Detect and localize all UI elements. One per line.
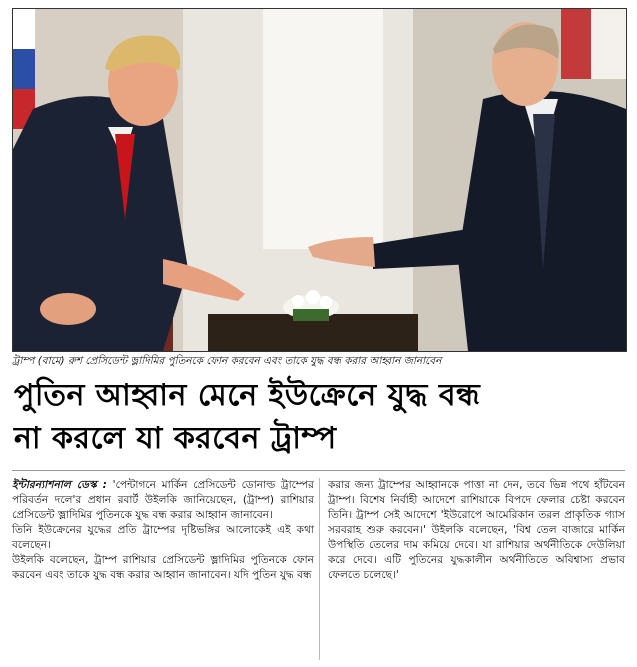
column-divider [319,478,320,660]
paragraph-text: 'পেন্টাগনে মার্কিন প্রেসিডেন্ট ডোনাল্ড ট্রাম্পের পরিবর্তন দলে'র প্রধান রবার্ট উইলকি জানিয়েছেন, (ট্রাম্প) রাশিয়ার প্রেসিডেন্ট ভ্লাদিমির পুতিনকে যুদ্ধ বন্ধ করার আহ্বান জানাবেন। [12,479,315,521]
dateline: ইন্টারন্যাশনাল ডেস্ক : [12,479,107,491]
article-paragraph [12,478,314,523]
article-paragraph: উইলকি বলেছেন, ট্রাম্প রাশিয়ার প্রেসিডেন্ট ভ্লাদিমির পুতিনকে ফোন করবেন এবং তাকে যুদ্ধ বন্ধ করার আহ্বান জানাবেন। যদি পুতিন যুদ্ধ বন্ধ [12,554,314,581]
article-paragraph: করার জন্য ট্রাম্পের আহ্বানকে পাত্তা না দেন, তবে ভিন্ন পথে হাঁটবেন ট্রাম্প। বিশেষ নির্বাহী আদেশে রাশিয়াকে বিপদে ফেলার চেষ্টা করবেন তিনি। ট্রাম্প সেই আদেশে 'ইউরোপে আমেরিকান তরল প্রাকৃতিক গ্যাস সরবরাহ শুরু করবেন।' উইলকি বলেছেন, 'বিশ্ব তেল বাজারে মার্কিন উপস্থিতি তেলের দাম কমিয়ে দেবে। যা রাশিয়ার অর্থনীতিকে দেউলিয়া করে দেবে। এটি পুতিনের যুদ্ধকালীন অর্থনীতিতে অবিশ্বাস্য প্রভাব ফেলতে চলেছে।' [328,479,625,581]
article-paragraph: তিনি ইউক্রেনের যুদ্ধের প্রতি ট্রাম্পের দৃষ্টিভঙ্গির আলোকেই এই কথা বলেছেন। [12,524,314,551]
news-photo [12,8,627,352]
headline-rule [12,470,625,471]
headline-line-1: পুতিন আহ্বান মেনে ইউক্রেনে যুদ্ধ বন্ধ [14,378,481,413]
photo-caption: ট্রাম্প (বামে) রুশ প্রেসিডেন্ট ভ্লাদিমির পুতিনকে ফোন করবেন এবং তাকে যুদ্ধ বন্ধ করার আহ্বান জানাবেন [12,355,442,367]
headline-line-2: না করলে যা করবেন ট্রাম্প [14,421,337,456]
headline [14,374,623,460]
article-column-right [328,478,625,583]
article-column-left [12,478,314,583]
